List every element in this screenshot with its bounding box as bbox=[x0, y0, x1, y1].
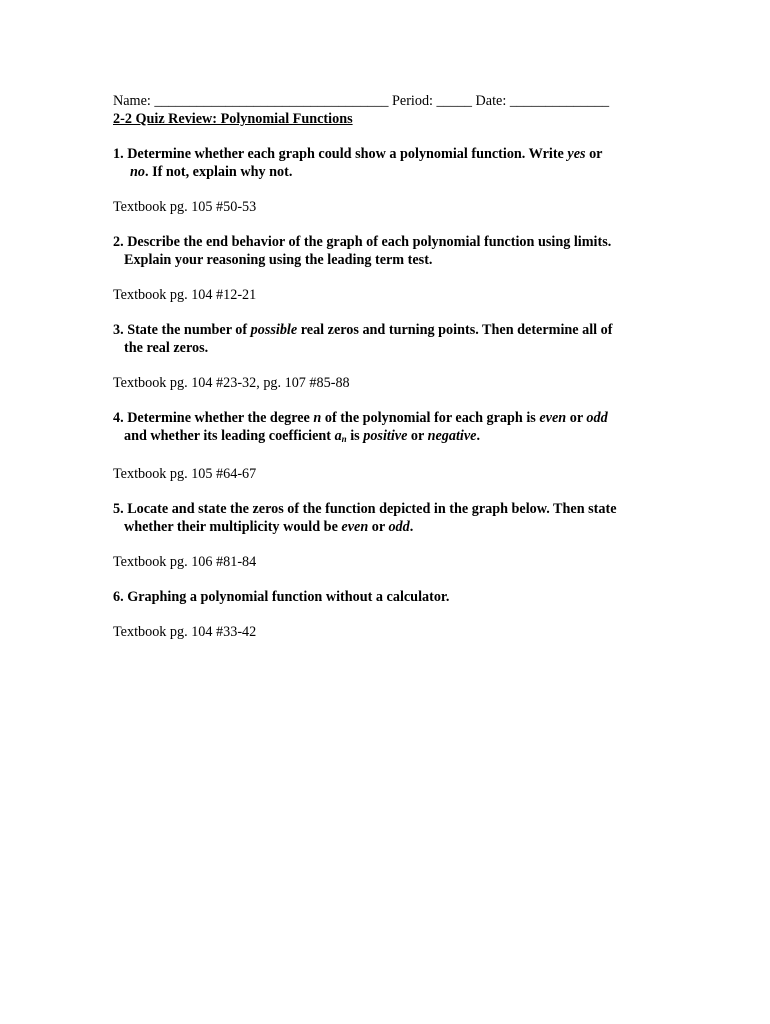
question-1-line-1: 1. Determine whether each graph could show a polynomial function. Write yes or bbox=[113, 146, 603, 162]
question-6 bbox=[113, 588, 673, 606]
question-3-line-2: the real zeros. bbox=[124, 340, 209, 356]
question-1-line-2: no. If not, explain why not. bbox=[130, 164, 293, 180]
question-4 bbox=[113, 409, 673, 448]
question-1 bbox=[113, 145, 673, 181]
question-3 bbox=[113, 321, 673, 357]
question-4-line-2: and whether its leading coefficient $a_n$ is positive or negative. bbox=[124, 428, 481, 444]
question-6-reference: Textbook pg. 104 #33-42 bbox=[113, 624, 257, 640]
question-1-reference: Textbook pg. 105 #50-53 bbox=[113, 199, 257, 215]
question-4-reference: Textbook pg. 105 #64-67 bbox=[113, 466, 257, 482]
question-5-line-2: whether their multiplicity would be even or odd. bbox=[124, 519, 414, 535]
question-5-line-1: 5. Locate and state the zeros of the function depicted in the graph below. Then state bbox=[113, 501, 617, 517]
question-2-line-2: Explain your reasoning using the leading term test. bbox=[124, 252, 433, 268]
worksheet-content bbox=[113, 92, 673, 658]
worksheet-title: 2-2 Quiz Review: Polynomial Functions bbox=[113, 111, 353, 127]
question-3-reference: Textbook pg. 104 #23-32, pg. 107 #85-88 bbox=[113, 375, 350, 391]
name-period-date-line: Name: _________________________________ Period: _____ Date: ______________ bbox=[113, 93, 610, 109]
question-2-line-1: 2. Describe the end behavior of the graph of each polynomial function using limits. bbox=[113, 234, 612, 250]
question-4-line-1: 4. Determine whether the degree n of the polynomial for each graph is even or odd bbox=[113, 410, 608, 426]
question-2 bbox=[113, 233, 673, 269]
question-5-reference: Textbook pg. 106 #81-84 bbox=[113, 554, 257, 570]
question-3-line-1: 3. State the number of possible real zeros and turning points. Then determine all of bbox=[113, 322, 613, 338]
question-5 bbox=[113, 500, 673, 536]
question-6-line-1: 6. Graphing a polynomial function without a calculator. bbox=[113, 589, 450, 605]
question-2-reference: Textbook pg. 104 #12-21 bbox=[113, 287, 257, 303]
